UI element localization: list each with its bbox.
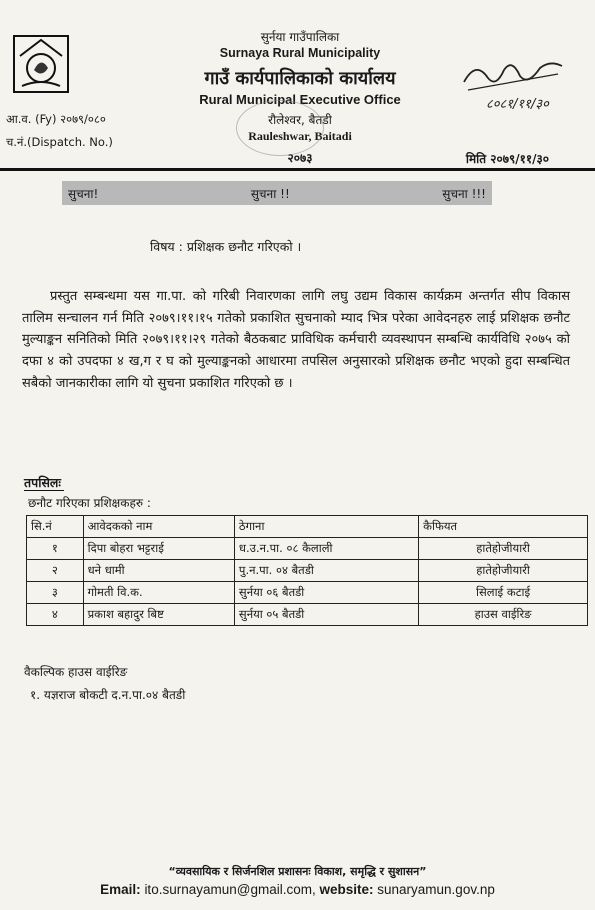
website-link[interactable]: sunaryamun.gov.np — [377, 882, 495, 897]
municipality-name-nepali: सुर्नया गाउँपालिका — [260, 30, 340, 44]
table-cell: हातेहोजीयारी — [419, 538, 588, 560]
table-row — [27, 538, 588, 560]
dispatch-number-label: च.नं.(Dispatch. No.) — [6, 135, 113, 149]
table-row — [27, 604, 588, 626]
table-cell: हाउस वाईरिङ — [419, 604, 588, 626]
table-row — [27, 582, 588, 604]
fiscal-year-label: आ.व. (Fy) २०७९/०८० — [6, 112, 106, 126]
notice-item: सुचना !! — [250, 186, 290, 201]
notice-item: सुचना! — [68, 186, 99, 201]
table-cell: गोमती वि.क. — [83, 582, 234, 604]
details-label: तपसिलः — [24, 475, 61, 490]
email-label: Email: — [100, 882, 141, 897]
handwritten-date: ८०८१/११/३० — [486, 97, 549, 112]
table-cell: दिपा बोहरा भट्टराई — [83, 538, 234, 560]
subject-line: विषय : प्रशिक्षक छनौट गरिएको । — [150, 239, 302, 254]
details-underline — [24, 490, 64, 491]
table-header-cell: आवेदकको नाम — [83, 516, 234, 538]
footer-contact — [0, 882, 595, 897]
notice-banner — [62, 181, 492, 205]
table-cell: सुर्नया ०५ बैतडी — [234, 604, 418, 626]
table-cell: प्रकाश बहादुर बिष्ट — [83, 604, 234, 626]
trainer-list-title: छनौट गरिएका प्रशिक्षकहरु : — [28, 496, 151, 510]
municipality-emblem-icon — [12, 34, 70, 94]
table-cell: २ — [27, 560, 84, 582]
office-name-english: Rural Municipal Executive Office — [199, 92, 401, 107]
address-nepali: रौलेश्वर, बैतडी — [268, 113, 332, 127]
trainer-table — [26, 515, 588, 626]
header-divider — [0, 168, 595, 171]
office-name-nepali: गाउँ कार्यपालिकाको कार्यालय — [204, 68, 396, 89]
handwritten-signature — [458, 52, 568, 114]
footer-slogan: “व्यवसायिक र सिर्जनशिल प्रशासनः विकाश, समृद्धि र सुशासन” — [168, 865, 427, 878]
website-label: website: — [319, 882, 374, 897]
table-header-cell: कैफियत — [419, 516, 588, 538]
table-header-row — [27, 516, 588, 538]
date-label: मिति २०७९/११/३० — [465, 152, 549, 166]
email-link[interactable]: ito.surnayamun@gmail.com, — [144, 882, 316, 897]
address-english: Rauleshwar, Baitadi — [248, 129, 352, 143]
table-cell: १ — [27, 538, 84, 560]
establishment-year: २०७३ — [287, 151, 313, 165]
table-cell: सिलाई कटाई — [419, 582, 588, 604]
notice-item: सुचना !!! — [442, 186, 486, 201]
table-cell: ध.उ.न.पा. ०८ कैलाली — [234, 538, 418, 560]
alternate-title: वैकल्पिक हाउस वाईरिङ — [24, 665, 128, 679]
alternate-item: १. यज्ञराज बोकटी द.न.पा.०४ बैतडी — [30, 688, 186, 702]
table-row — [27, 560, 588, 582]
table-cell: सुर्नया ०६ बैतडी — [234, 582, 418, 604]
table-header-cell: ठेगाना — [234, 516, 418, 538]
table-cell: हातेहोजीयारी — [419, 560, 588, 582]
table-cell: धने धामी — [83, 560, 234, 582]
notice-body: प्रस्तुत सम्बन्धमा यस गा.पा. को गरिबी निवारणका लागि लघु उद्यम विकास कार्यक्रम अन्तर्गत सीप विकास तालिम सन्चालन गर्न मिति २०७९।११।१५ गतेको प्रकाशित सुचनाको म्याद भित्र परेका आवेदनहरु लाई प्रशिक्षक छनौट मुल्याङ्कन सनितिको मिति २०७९।११।२९ गतेको बैठकबाट प्राविधिक कर्मचारी व्यवस्थापन सम्बन्धि कार्यविधि २०७५ को दफा ४ को उपदफा ४ ख,ग र घ को मुल्याङ्कनको आधारमा तपसिल अनुसारको प्रशिक्षक छनौट भएको हुदा सम्बन्धित सबैको जानकारीका लागि यो सुचना प्रकाशित गरिएको छ । — [22, 289, 570, 391]
table-header-cell: सि.नं — [27, 516, 84, 538]
table-cell: पु.न.पा. ०४ बैतडी — [234, 560, 418, 582]
office-stamp — [236, 100, 324, 156]
table-cell: ३ — [27, 582, 84, 604]
municipality-name-english: Surnaya Rural Municipality — [219, 46, 381, 60]
table-cell: ४ — [27, 604, 84, 626]
